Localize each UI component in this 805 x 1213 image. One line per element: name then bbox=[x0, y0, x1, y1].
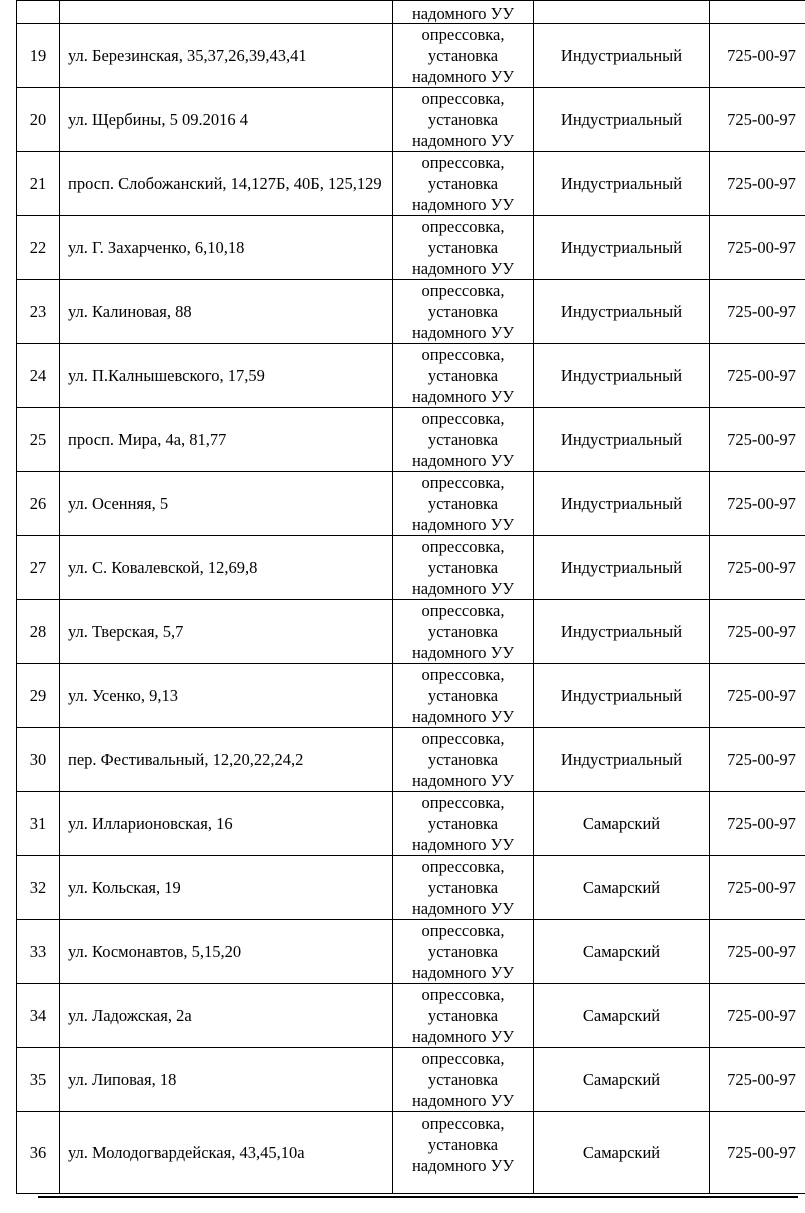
cell-address: ул. Усенко, 9,13 bbox=[60, 664, 393, 728]
work-line-1: опрессовка, bbox=[421, 153, 505, 172]
cell-address: ул. Липовая, 18 bbox=[60, 1048, 393, 1112]
work-line-1: опрессовка, bbox=[421, 985, 505, 1004]
work-line-2: установка bbox=[427, 238, 499, 257]
work-line-3: надомного УУ bbox=[411, 259, 515, 278]
cell-number: 26 bbox=[17, 472, 60, 536]
work-line-2: установка bbox=[427, 302, 499, 321]
work-line-1: опрессовка, bbox=[421, 793, 505, 812]
cell-number: 28 bbox=[17, 600, 60, 664]
cell-district bbox=[534, 1, 710, 24]
cell-address: ул. Космонавтов, 5,15,20 bbox=[60, 920, 393, 984]
cell-address: ул. Молодогвардейская, 43,45,10а bbox=[60, 1112, 393, 1194]
work-line-3: надомного УУ bbox=[411, 1156, 515, 1175]
cell-address: ул. Щербины, 5 09.2016 4 bbox=[60, 88, 393, 152]
work-line-2: установка bbox=[427, 686, 499, 705]
table-row bbox=[17, 408, 805, 472]
work-line-2: установка bbox=[427, 558, 499, 577]
cell-work bbox=[393, 280, 534, 344]
cell-number: 32 bbox=[17, 856, 60, 920]
cell-district: Самарский bbox=[534, 792, 710, 856]
cell-number bbox=[17, 1, 60, 24]
work-line-2: установка bbox=[427, 430, 499, 449]
cell-phone: 725-00-97 bbox=[710, 344, 805, 408]
work-line-1: опрессовка, bbox=[421, 921, 505, 940]
cell-address: ул. С. Ковалевской, 12,69,8 bbox=[60, 536, 393, 600]
cell-phone: 725-00-97 bbox=[710, 856, 805, 920]
page-bottom-rule bbox=[38, 1196, 798, 1198]
cell-number: 36 bbox=[17, 1112, 60, 1194]
work-line-1: опрессовка, bbox=[421, 25, 505, 44]
table-row bbox=[17, 984, 805, 1048]
cell-phone: 725-00-97 bbox=[710, 600, 805, 664]
cell-work bbox=[393, 1048, 534, 1112]
cell-district: Индустриальный bbox=[534, 408, 710, 472]
work-line-2: установка bbox=[427, 1070, 499, 1089]
cell-district: Индустриальный bbox=[534, 24, 710, 88]
cell-phone: 725-00-97 bbox=[710, 664, 805, 728]
work-line-3: надомного УУ bbox=[411, 1027, 515, 1046]
work-line-2: установка bbox=[427, 174, 499, 193]
work-line-2: установка bbox=[427, 366, 499, 385]
table-row bbox=[17, 856, 805, 920]
cell-district: Самарский bbox=[534, 1112, 710, 1194]
work-line-3: надомного УУ bbox=[411, 707, 515, 726]
work-line-3: надомного УУ bbox=[411, 835, 515, 854]
cell-district: Самарский bbox=[534, 1048, 710, 1112]
table-row bbox=[17, 600, 805, 664]
table-row bbox=[17, 920, 805, 984]
cell-district: Индустриальный bbox=[534, 280, 710, 344]
cell-work: надомного УУ bbox=[393, 1, 534, 24]
cell-work bbox=[393, 984, 534, 1048]
work-line-2: установка bbox=[427, 1135, 499, 1154]
cell-work bbox=[393, 792, 534, 856]
cell-address: просп. Слобожанский, 14,127Б, 40Б, 125,129 bbox=[60, 152, 393, 216]
cell-district: Индустриальный bbox=[534, 216, 710, 280]
work-line-2: установка bbox=[427, 814, 499, 833]
table-row bbox=[17, 24, 805, 88]
cell-number: 31 bbox=[17, 792, 60, 856]
work-line-1: опрессовка, bbox=[421, 537, 505, 556]
cell-work bbox=[393, 920, 534, 984]
cell-district: Индустриальный bbox=[534, 152, 710, 216]
cell-number: 30 bbox=[17, 728, 60, 792]
cell-work bbox=[393, 216, 534, 280]
cell-district: Индустриальный bbox=[534, 472, 710, 536]
cell-work bbox=[393, 472, 534, 536]
table-row bbox=[17, 216, 805, 280]
work-line-1: опрессовка, bbox=[421, 729, 505, 748]
cell-address: ул. Тверская, 5,7 bbox=[60, 600, 393, 664]
cell-address: ул. Илларионовская, 16 bbox=[60, 792, 393, 856]
cell-phone: 725-00-97 bbox=[710, 984, 805, 1048]
table-row bbox=[17, 792, 805, 856]
cell-work bbox=[393, 152, 534, 216]
cell-work bbox=[393, 408, 534, 472]
work-line-3: надомного УУ bbox=[411, 387, 515, 406]
cell-number: 21 bbox=[17, 152, 60, 216]
cell-number: 29 bbox=[17, 664, 60, 728]
table-row bbox=[17, 280, 805, 344]
cell-number: 22 bbox=[17, 216, 60, 280]
work-line-1: опрессовка, bbox=[421, 1049, 505, 1068]
cell-district: Самарский bbox=[534, 856, 710, 920]
work-line-1: опрессовка, bbox=[421, 857, 505, 876]
cell-number: 25 bbox=[17, 408, 60, 472]
cell-phone: 725-00-97 bbox=[710, 24, 805, 88]
cell-district: Индустриальный bbox=[534, 344, 710, 408]
cell-phone: 725-00-97 bbox=[710, 536, 805, 600]
cell-address: ул. Г. Захарченко, 6,10,18 bbox=[60, 216, 393, 280]
work-line-2: установка bbox=[427, 110, 499, 129]
cell-district: Самарский bbox=[534, 920, 710, 984]
cell-work bbox=[393, 344, 534, 408]
table-row bbox=[17, 536, 805, 600]
table-row bbox=[17, 344, 805, 408]
work-line-3: надомного УУ bbox=[411, 963, 515, 982]
cell-work bbox=[393, 536, 534, 600]
cell-number: 33 bbox=[17, 920, 60, 984]
cell-phone: 725-00-97 bbox=[710, 1112, 805, 1194]
cell-number: 34 bbox=[17, 984, 60, 1048]
cell-phone: 725-00-97 bbox=[710, 216, 805, 280]
table-row bbox=[17, 152, 805, 216]
cell-number: 35 bbox=[17, 1048, 60, 1112]
work-line-3: надомного УУ bbox=[411, 771, 515, 790]
table-row bbox=[17, 728, 805, 792]
work-line-2: установка bbox=[427, 750, 499, 769]
work-line-2: установка bbox=[427, 46, 499, 65]
cell-number: 20 bbox=[17, 88, 60, 152]
cell-number: 24 bbox=[17, 344, 60, 408]
cell-address: ул. Ладожская, 2а bbox=[60, 984, 393, 1048]
work-line-3: надомного УУ bbox=[411, 323, 515, 342]
cell-phone: 725-00-97 bbox=[710, 152, 805, 216]
cell-address: просп. Мира, 4а, 81,77 bbox=[60, 408, 393, 472]
work-line-3: надомного УУ bbox=[411, 1091, 515, 1110]
cell-address: ул. Осенняя, 5 bbox=[60, 472, 393, 536]
work-line-3: надомного УУ bbox=[411, 131, 515, 150]
table-row bbox=[17, 664, 805, 728]
cell-district: Индустриальный bbox=[534, 88, 710, 152]
table-row bbox=[17, 1112, 805, 1194]
work-line-1: опрессовка, bbox=[421, 281, 505, 300]
work-line-1: опрессовка, bbox=[421, 473, 505, 492]
outage-table bbox=[16, 0, 805, 1194]
cell-phone: 725-00-97 bbox=[710, 280, 805, 344]
cell-district: Индустриальный bbox=[534, 728, 710, 792]
cell-district: Самарский bbox=[534, 984, 710, 1048]
work-line-1: опрессовка, bbox=[421, 89, 505, 108]
cell-phone: 725-00-97 bbox=[710, 920, 805, 984]
cell-work bbox=[393, 1112, 534, 1194]
cell-phone: 725-00-97 bbox=[710, 472, 805, 536]
document-page bbox=[16, 0, 796, 1194]
cell-address: пер. Фестивальный, 12,20,22,24,2 bbox=[60, 728, 393, 792]
work-line-3: надомного УУ bbox=[411, 67, 515, 86]
cell-work bbox=[393, 664, 534, 728]
work-line-3: надомного УУ bbox=[411, 643, 515, 662]
cell-number: 27 bbox=[17, 536, 60, 600]
cell-work bbox=[393, 728, 534, 792]
cell-district: Индустриальный bbox=[534, 664, 710, 728]
cell-address: ул. Кольская, 19 bbox=[60, 856, 393, 920]
cell-number: 23 bbox=[17, 280, 60, 344]
work-line-3: надомного УУ bbox=[411, 579, 515, 598]
cell-address: ул. Калиновая, 88 bbox=[60, 280, 393, 344]
table-body bbox=[17, 1, 805, 1194]
work-line-3: надомного УУ bbox=[411, 899, 515, 918]
work-line-2: установка bbox=[427, 942, 499, 961]
table-row bbox=[17, 88, 805, 152]
cell-address bbox=[60, 1, 393, 24]
work-line-1: опрессовка, bbox=[421, 1114, 505, 1133]
cell-work bbox=[393, 856, 534, 920]
cell-work bbox=[393, 88, 534, 152]
table-row-continued bbox=[17, 1, 805, 24]
work-line-2: установка bbox=[427, 622, 499, 641]
work-line-2: установка bbox=[427, 494, 499, 513]
cell-phone: 725-00-97 bbox=[710, 792, 805, 856]
work-line-1: опрессовка, bbox=[421, 601, 505, 620]
cell-phone bbox=[710, 1, 805, 24]
cell-work bbox=[393, 600, 534, 664]
table-row bbox=[17, 472, 805, 536]
cell-number: 19 bbox=[17, 24, 60, 88]
cell-district: Индустриальный bbox=[534, 536, 710, 600]
cell-phone: 725-00-97 bbox=[710, 1048, 805, 1112]
cell-address: ул. П.Калнышевского, 17,59 bbox=[60, 344, 393, 408]
work-line-2: установка bbox=[427, 1006, 499, 1025]
work-line-1: опрессовка, bbox=[421, 409, 505, 428]
cell-district: Индустриальный bbox=[534, 600, 710, 664]
cell-work bbox=[393, 24, 534, 88]
work-line-3: надомного УУ bbox=[411, 195, 515, 214]
work-line-3: надомного УУ bbox=[411, 451, 515, 470]
cell-address: ул. Березинская, 35,37,26,39,43,41 bbox=[60, 24, 393, 88]
table-row bbox=[17, 1048, 805, 1112]
cell-phone: 725-00-97 bbox=[710, 728, 805, 792]
work-line-1: опрессовка, bbox=[421, 345, 505, 364]
work-line-1: опрессовка, bbox=[421, 665, 505, 684]
work-line-2: установка bbox=[427, 878, 499, 897]
work-line-3: надомного УУ bbox=[411, 515, 515, 534]
cell-phone: 725-00-97 bbox=[710, 408, 805, 472]
work-line-1: опрессовка, bbox=[421, 217, 505, 236]
cell-phone: 725-00-97 bbox=[710, 88, 805, 152]
